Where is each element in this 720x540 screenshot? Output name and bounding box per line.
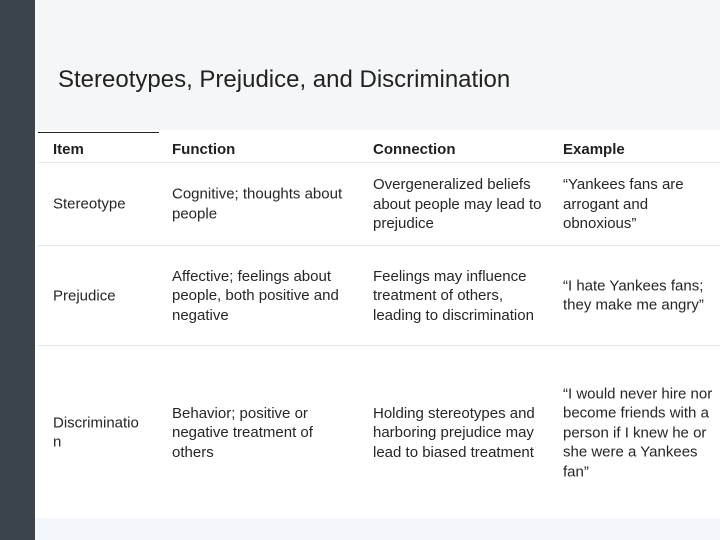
cell-item: Discriminatio n: [53, 414, 139, 451]
cell-item: Prejudice: [53, 286, 116, 304]
cell-function: Affective; feelings about people, both positive and negative: [172, 267, 339, 324]
cell-function: Behavior; positive or negative treatment of others: [172, 404, 313, 461]
header-connection: Connection: [373, 141, 456, 158]
cell-example: “I hate Yankees fans; they make me angry”: [563, 277, 704, 314]
cell-function: Cognitive; thoughts about people: [172, 185, 343, 222]
header-item: Item: [53, 141, 84, 158]
table-header-row: [38, 133, 720, 163]
table-row: [38, 346, 720, 519]
cell-example: “Yankees fans are arrogant and obnoxious”: [563, 175, 684, 232]
cell-connection: Holding stereotypes and harboring prejudice may lead to biased treatment: [373, 404, 535, 461]
comparison-table: [38, 133, 720, 519]
cell-connection: Feelings may influence treatment of others, leading to discrimination: [373, 267, 534, 324]
cell-item: Stereotype: [53, 195, 126, 213]
header-function: Function: [172, 141, 236, 158]
bottom-band: [35, 518, 720, 540]
header-example: Example: [563, 141, 625, 158]
cell-connection: Overgeneralized beliefs about people may lead to prejudice: [373, 175, 542, 232]
slide-title: Stereotypes, Prejudice, and Discrimination: [58, 66, 511, 93]
left-accent-bar: [0, 0, 35, 540]
table-row: [38, 163, 720, 246]
title-band: [35, 0, 720, 130]
table-row: [38, 246, 720, 346]
cell-example: “I would never hire nor become friends with a person if I knew he or she were a Yankees fan”: [563, 384, 713, 480]
